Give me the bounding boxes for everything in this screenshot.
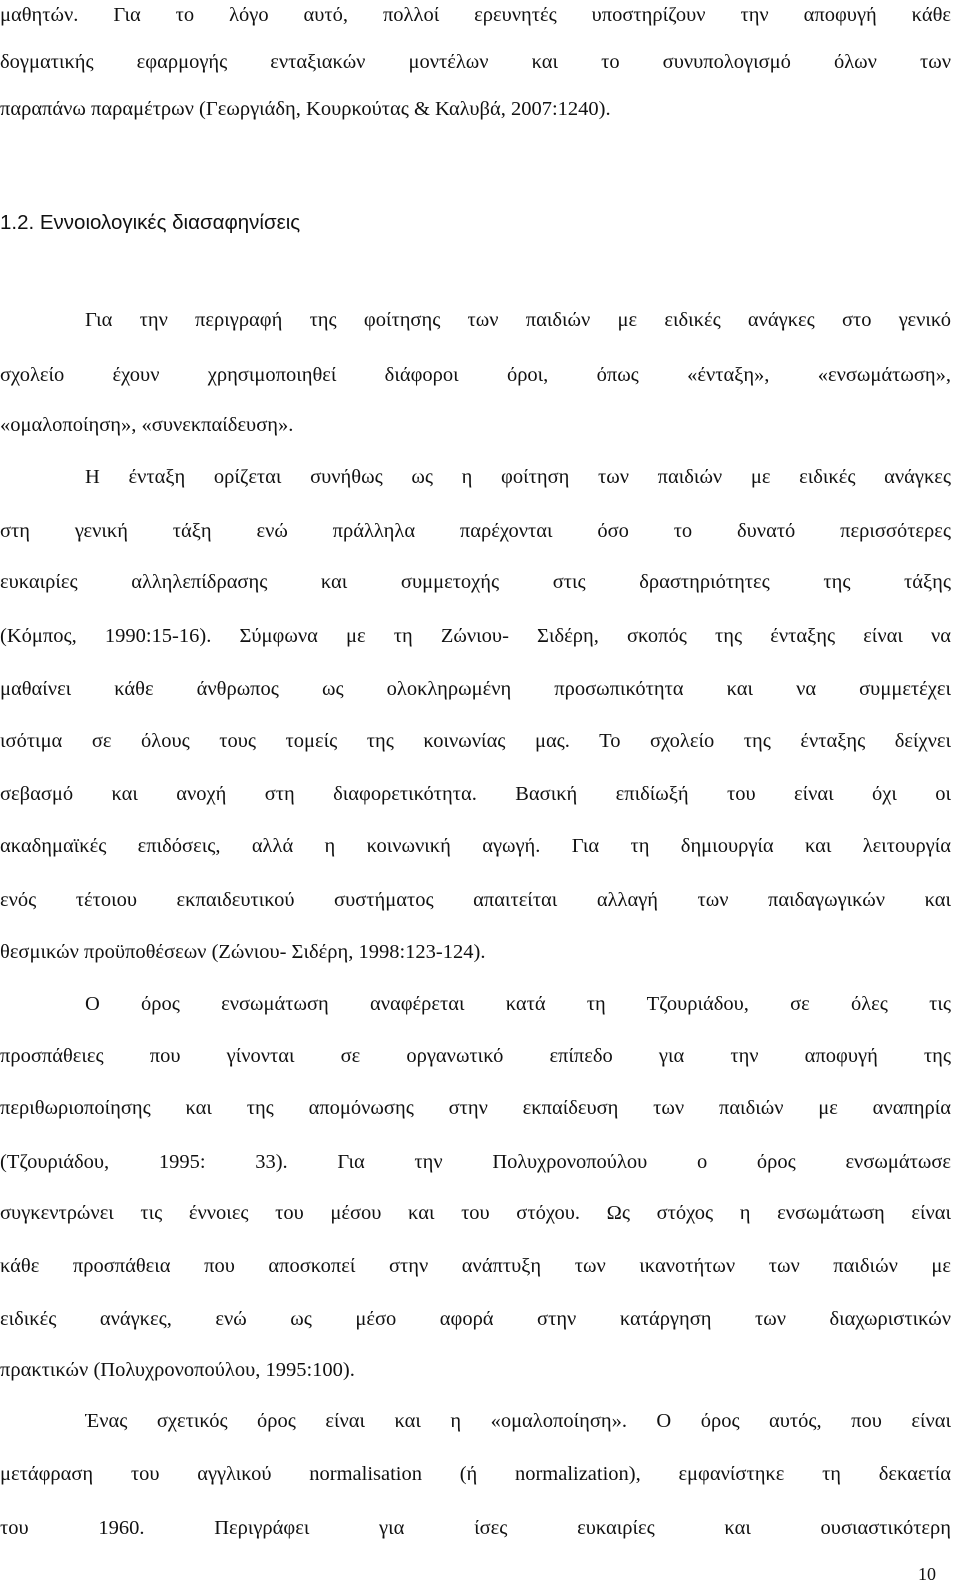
entaxi-line-10: θεσμικών προϋποθέσεων (Ζώνιου- Σιδέρη, 1998:123-124).	[0, 941, 486, 963]
ensomatosi-line-2: προσπάθειες που γίνονται σε οργανωτικό επίπεδο για την αποφυγή της	[0, 1045, 951, 1067]
ensomatosi-line-4: (Τζουριάδου, 1995: 33). Για την Πολυχρονοπούλου ο όρος ενσωμάτωσε	[0, 1151, 951, 1173]
intro-line-3: παραπάνω παραμέτρων (Γεωργιάδη, Κουρκούτας & Καλυβά, 2007:1240).	[0, 98, 611, 120]
ensomatosi-line-8: πρακτικών (Πολυχρονοπούλου, 1995:100).	[0, 1359, 355, 1381]
entaxi-line-3: ευκαιρίες αλληλεπίδρασης και συμμετοχής στις δραστηριότητες της τάξης	[0, 571, 951, 593]
terms-line-1: Για την περιγραφή της φοίτησης των παιδιών με ειδικές ανάγκες στο γενικό	[85, 309, 951, 331]
omalopoiisi-line-3: του 1960. Περιγράφει για ίσες ευκαιρίες και ουσιαστικότερη	[0, 1517, 951, 1539]
page-number: 10	[918, 1564, 936, 1584]
ensomatosi-line-7: ειδικές ανάγκες, ενώ ως μέσο αφορά στην κατάργηση των διαχωριστικών	[0, 1308, 951, 1330]
entaxi-line-2: στη γενική τάξη ενώ πράλληλα παρέχονται όσο το δυνατό περισσότερες	[0, 520, 951, 542]
entaxi-line-7: σεβασμό και ανοχή στη διαφορετικότητα. Βασική επιδίωξή του είναι όχι οι	[0, 783, 951, 805]
omalopoiisi-line-1: Ένας σχετικός όρος είναι και η «ομαλοποίηση». Ο όρος αυτός, που είναι	[85, 1410, 951, 1432]
entaxi-line-9: ενός τέτοιου εκπαιδευτικού συστήματος απαιτείται αλλαγή των παιδαγωγικών και	[0, 889, 951, 911]
entaxi-line-5: μαθαίνει κάθε άνθρωπος ως ολοκληρωμένη προσωπικότητα και να συμμετέχει	[0, 678, 951, 700]
entaxi-line-1: Η ένταξη ορίζεται συνήθως ως η φοίτηση των παιδιών με ειδικές ανάγκες	[85, 466, 951, 488]
ensomatosi-line-3: περιθωριοποίησης και της απομόνωσης στην εκπαίδευση των παιδιών με αναπηρία	[0, 1097, 951, 1119]
intro-line-2: δογματικής εφαρμογής ενταξιακών μοντέλων και το συνυπολογισμό όλων των	[0, 51, 951, 73]
entaxi-line-6: ισότιμα σε όλους τους τομείς της κοινωνίας μας. Το σχολείο της ένταξης δείχνει	[0, 730, 951, 752]
intro-line-1: μαθητών. Για το λόγο αυτό, πολλοί ερευνητές υποστηρίζουν την αποφυγή κάθε	[0, 4, 951, 26]
omalopoiisi-line-2: μετάφραση του αγγλικού normalisation (ή normalization), εμφανίστηκε τη δεκαετία	[0, 1463, 951, 1485]
entaxi-line-8: ακαδημαϊκές επιδόσεις, αλλά η κοινωνική αγωγή. Για τη δημιουργία και λειτουργία	[0, 835, 951, 857]
ensomatosi-line-5: συγκεντρώνει τις έννοιες του μέσου και του στόχου. Ως στόχος η ενσωμάτωση είναι	[0, 1202, 951, 1224]
section-heading: 1.2. Εννοιολογικές διασαφηνίσεις	[0, 211, 301, 234]
entaxi-line-4: (Κόμπος, 1990:15-16). Σύμφωνα με τη Ζώνιου- Σιδέρη, σκοπός της ένταξης είναι να	[0, 625, 951, 647]
ensomatosi-line-1: Ο όρος ενσωμάτωση αναφέρεται κατά τη Τζουριάδου, σε όλες τις	[85, 993, 951, 1015]
terms-line-3: «ομαλοποίηση», «συνεκπαίδευση».	[0, 414, 294, 436]
terms-line-2: σχολείο έχουν χρησιμοποιηθεί διάφοροι όροι, όπως «ένταξη», «ενσωμάτωση»,	[0, 364, 951, 386]
ensomatosi-line-6: κάθε προσπάθεια που αποσκοπεί στην ανάπτυξη των ικανοτήτων των παιδιών με	[0, 1255, 951, 1277]
